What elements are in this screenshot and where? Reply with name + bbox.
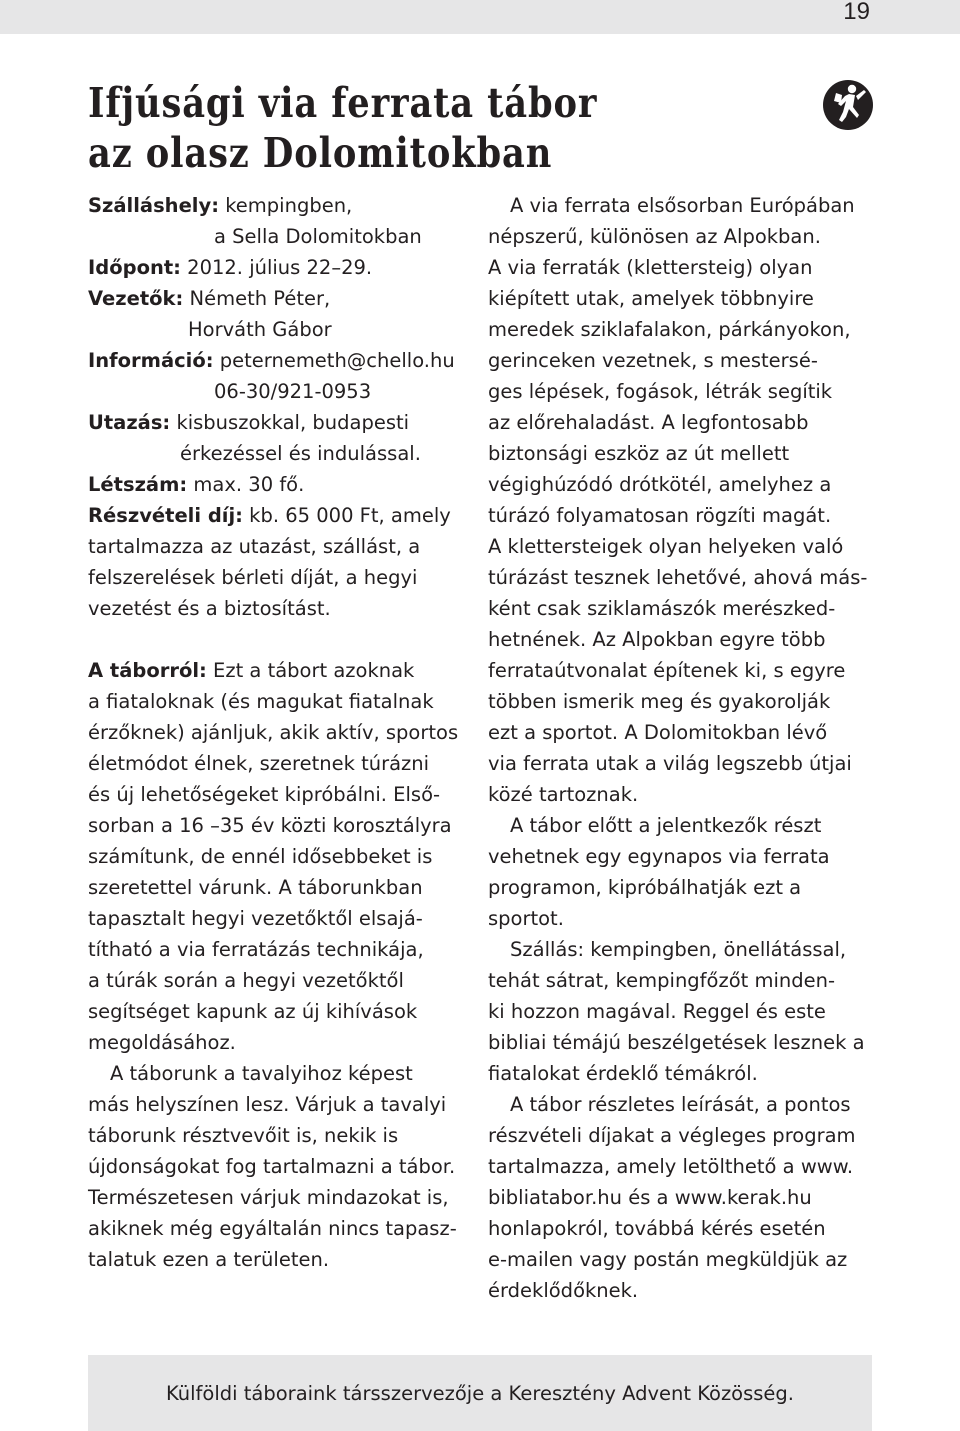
leaders-value: Németh Péter, [189,287,331,310]
about-line: újdonságokat fog tartalmazni a tábor. [88,1155,456,1178]
about-line: más helyszínen lesz. Várjuk a tavalyi [88,1093,447,1116]
body-line: A tábor részletes leírását, a pontos [510,1093,851,1116]
body-line: programon, kipróbálhatják ezt a [488,876,802,899]
body-line: túrázó folyamatosan rögzíti magát. [488,504,832,527]
body-line: tartalmazza, amely letölthető a www. [488,1155,854,1178]
about-paragraph-2 [88,1058,488,1275]
leaders-line [88,283,488,314]
info-label: Információ: [88,349,214,372]
title-line-2: az olasz Dolomitokban [88,129,553,177]
page-header-bar [0,0,960,34]
about-label: A táborról: [88,659,207,682]
body-line: végighúzódó drótkötél, amelyhez a [488,473,832,496]
body-line: fiatalokat érdeklő témákról. [488,1062,758,1085]
count-label: Létszám: [88,473,188,496]
about-line: segítséget kapunk az új kihívások [88,1000,418,1023]
travel-label: Utazás: [88,411,171,434]
leaders-value-2: Horváth Gábor [188,318,332,341]
fee-value-4: vezetést és a biztosítást. [88,597,331,620]
left-column [88,190,488,1275]
fee-line [88,500,488,531]
body-line: A via ferrata elsősorban Európában [510,194,855,217]
footer-box [88,1355,872,1431]
body-line: bibliatabor.hu és a www.kerak.hu [488,1186,812,1209]
details-paragraph [488,1089,888,1306]
via-ferrata-paragraph [488,190,888,810]
about-line: sorban a 16 –35 év közti korosztályra [88,814,452,837]
hiker-icon [822,79,874,131]
body-line: érdeklődőknek. [488,1279,639,1302]
body-line: e-mailen vagy postán megküldjük az [488,1248,848,1271]
body-line: gerinceken vezetnek, s mestersé- [488,349,818,372]
about-line: megoldásához. [88,1031,236,1054]
about-line: életmódot élnek, szeretnek túrázni [88,752,430,775]
footer-text: Külföldi táboraink társszervezője a Keresztény Advent Közösség. [165,1382,795,1405]
body-line: túrázást tesznek lehetővé, ahová más- [488,566,868,589]
body-line: honlapokról, továbbá kérés esetén [488,1217,826,1240]
body-line: A tábor előtt a jelentkezők részt [510,814,822,837]
body-line: via ferrata utak a világ legszebb útjai [488,752,852,775]
body-line: ként csak sziklamászók merészked- [488,597,836,620]
travel-line [88,407,488,438]
accommodation-value-2: a Sella Dolomitokban [214,225,422,248]
about-line: títható a via ferratázás technikája, [88,938,424,961]
body-line: bibliai témájú beszélgetések lesznek a [488,1031,865,1054]
body-line: biztonsági eszköz az út mellett [488,442,790,465]
phone-number: 06-30/921-0953 [214,380,372,403]
fee-value-2: tartalmazza az utazást, szállást, a [88,535,421,558]
body-line: részvételi díjakat a végleges program [488,1124,856,1147]
accommodation-label: Szálláshely: [88,194,219,217]
fee-value-3: felszerelések bérleti díját, a hegyi [88,566,418,589]
about-line: talatuk ezen a területen. [88,1248,330,1271]
title-line-1: Ifjúsági via ferrata tábor [88,79,598,127]
fee-value: kb. 65 000 Ft, amely [249,504,451,527]
body-line: ki hozzon magával. Reggel és este [488,1000,826,1023]
body-line: ferrataútvonalat építenek ki, s egyre [488,659,846,682]
body-line: népszerű, különösen az Alpokban. [488,225,821,248]
body-line: meredek sziklafalakon, párkányokon, [488,318,851,341]
accommodation-value: kempingben, [225,194,353,217]
body-line: A via ferraták (klettersteig) olyan [488,256,813,279]
count-value: max. 30 fő. [193,473,305,496]
about-line: Ezt a tábort azoknak [213,659,415,682]
accommodation-paragraph [488,934,888,1089]
body-line: ezt a sportot. A Dolomitokban lévő [488,721,828,744]
about-line: Természetesen várjuk mindazokat is, [88,1186,449,1209]
about-line: és új lehetőségeket kipróbálni. Első- [88,783,441,806]
body-line: hetnének. Az Alpokban egyre több [488,628,826,651]
about-line: a túrák során a hegyi vezetőktől [88,969,404,992]
date-value: 2012. július 22–29. [187,256,373,279]
about-line: számítunk, de ennél idősebbeket is [88,845,433,868]
about-line: a fiataloknak (és magukat fiatalnak [88,690,434,713]
pre-camp-paragraph [488,810,888,934]
body-line: vehetnek egy egynapos via ferrata [488,845,830,868]
fee-label: Részvételi díj: [88,504,243,527]
travel-value-2: érkezéssel és indulással. [180,442,421,465]
about-paragraph [88,655,488,1058]
body-line: tehát sátrat, kempingfőzőt minden- [488,969,836,992]
page-number: 19 [843,0,870,25]
body-line: A klettersteigek olyan helyeken való [488,535,844,558]
about-line: táborunk résztvevőit is, nekik is [88,1124,399,1147]
date-label: Időpont: [88,256,181,279]
info-line [88,345,488,376]
body-line: Szállás: kempingben, önellátással, [510,938,847,961]
page-title [88,78,656,178]
body-line: kiépített utak, amelyek többnyire [488,287,814,310]
body-line: ges lépések, fogások, létrák segítik [488,380,833,403]
right-column [488,190,888,1306]
body-line: sportot. [488,907,564,930]
body-line: közé tartoznak. [488,783,639,806]
body-line: többen ismerik meg és gyakorolják [488,690,831,713]
accommodation-line [88,190,488,221]
about-first-line [88,655,488,686]
leaders-label: Vezetők: [88,287,184,310]
date-line [88,252,488,283]
body-line: az előrehaladást. A legfontosabb [488,411,809,434]
email-link[interactable]: peternemeth@chello.hu [219,349,455,372]
about-line: szeretettel várunk. A táborunkban [88,876,423,899]
count-line [88,469,488,500]
about-line: akiknek még egyáltalán nincs tapasz- [88,1217,457,1240]
about-line: tapasztalt hegyi vezetőktől elsajá- [88,907,423,930]
about-line: A táborunk a tavalyihoz képest [110,1062,413,1085]
about-line: érzőknek) ajánljuk, akik aktív, sportos [88,721,459,744]
travel-value: kisbuszokkal, budapesti [176,411,410,434]
